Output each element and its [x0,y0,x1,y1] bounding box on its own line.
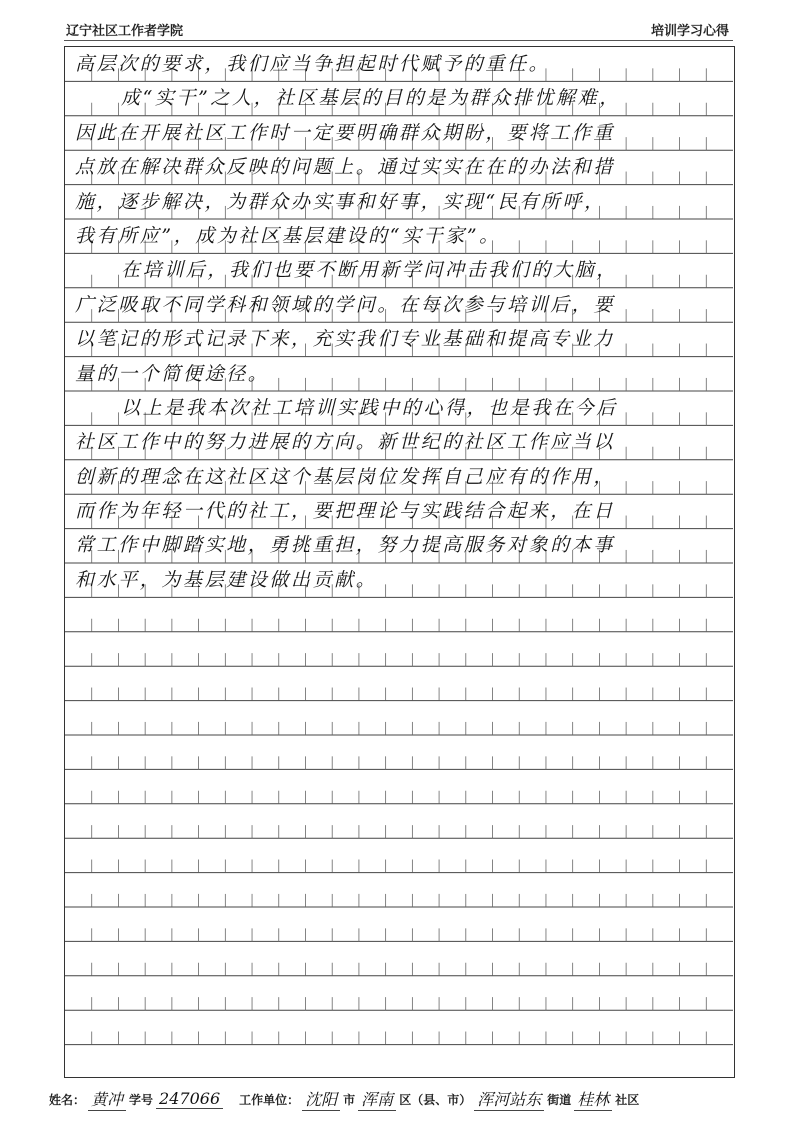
text-line-10: 量的一个简便途径。 [75,362,270,385]
text-line-1: 高层次的要求，我们应当争担起时代赋予的重任。 [75,53,551,75]
city-value: 沈阳 [302,1087,340,1111]
text-line-4: 点放在解决群众反映的问题上。通过实实在在的办法和措 [75,156,616,179]
unit-label: 工作单位： [239,1092,300,1107]
text-line-13: 创新的理念在这社区这个基层岗位发挥自己应有的作用， [75,465,616,488]
header-institution: 辽宁社区工作者学院 [66,23,184,39]
text-line-3: 因此在开展社区工作时一定要明确群众期盼，要将工作重 [75,121,616,144]
id-label: 学号 [129,1092,154,1107]
text-line-11: 以上是我本次社工培训实践中的心得，也是我在今后 [121,396,618,419]
text-line-5: 施，逐步解决，为群众办实事和好事，实现“民有所呼， [75,190,606,213]
writing-paper [64,46,735,1078]
street-label: 街道 [547,1092,572,1107]
page-header [66,18,729,40]
text-line-14: 而作为年轻一代的社工，要把理论与实践结合起来，在日 [75,500,616,523]
text-line-6: 我有所应”，成为社区基层建设的“实干家”。 [75,224,501,247]
district-value: 浑南 [358,1087,396,1111]
street-value: 浑河站东 [474,1087,544,1111]
community-label: 社区 [615,1092,640,1107]
handwritten-text [65,47,734,597]
community-value: 桂林 [574,1087,612,1111]
text-line-8: 广泛吸取不同学科和领域的学问。在每次参与培训后，要 [75,293,616,316]
id-value: 247066 [156,1089,223,1109]
header-divider [64,40,733,41]
text-line-16: 和水平，为基层建设做出贡献。 [75,568,378,591]
text-line-2: 成“实干”之人，社区基层的目的是为群众排忧解难， [121,87,621,110]
city-label: 市 [343,1092,356,1107]
text-line-9: 以笔记的形式记录下来，充实我们专业基础和提高专业力 [75,328,616,351]
header-doc-type: 培训学习心得 [650,23,729,39]
page-footer [48,1082,759,1116]
name-label: 姓名： [49,1092,86,1107]
text-line-7: 在培训后，我们也要不断用新学问冲击我们的大脑， [121,259,618,282]
text-line-15: 常工作中脚踏实地，勇挑重担，努力提高服务对象的本事 [75,534,616,557]
name-value: 黄冲 [88,1087,126,1111]
district-label: 区（县、市） [399,1092,472,1107]
text-line-12: 社区工作中的努力进展的方向。新世纪的社区工作应当以 [75,431,616,454]
